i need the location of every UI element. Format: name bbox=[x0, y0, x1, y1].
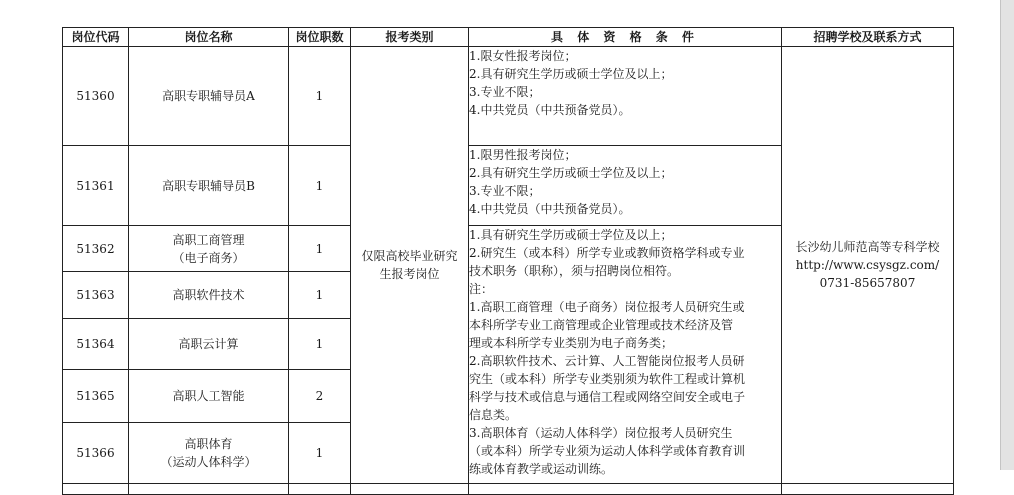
header-row bbox=[63, 28, 954, 47]
requirement-line: 技术职务（职称），须与招聘岗位相符。 bbox=[469, 264, 680, 278]
post-code: 51362 bbox=[63, 226, 129, 272]
viewer-scroll-strip[interactable] bbox=[1001, 0, 1014, 470]
post-code: 51361 bbox=[63, 146, 129, 226]
requirements-cell bbox=[469, 146, 782, 226]
requirement-line: 注： bbox=[469, 282, 494, 296]
post-code: 51364 bbox=[63, 319, 129, 370]
header-category: 报考类别 bbox=[351, 28, 469, 47]
job-posting-table bbox=[62, 27, 954, 495]
post-name bbox=[129, 146, 289, 226]
post-name-line: 高职专职辅导员B bbox=[162, 178, 255, 193]
requirement-line: 科学与技术或信息与通信工程或网络空间安全或电子 bbox=[469, 390, 746, 404]
post-name-line: 高职云计算 bbox=[178, 337, 239, 351]
post-name bbox=[129, 47, 289, 146]
requirement-line: 2.具有研究生学历或硕士学位及以上； bbox=[469, 166, 673, 180]
school-name: 长沙幼儿师范高等专科学校 bbox=[795, 240, 940, 254]
requirement-line: 3.专业不限； bbox=[469, 184, 541, 198]
post-name bbox=[129, 370, 289, 423]
post-name-line: （运动人体科学） bbox=[160, 455, 257, 469]
category-cell bbox=[351, 47, 469, 484]
table-row bbox=[63, 47, 954, 146]
category-line: 仅限高校毕业研究 bbox=[361, 249, 458, 263]
requirements-cell bbox=[469, 226, 782, 484]
header-post-count: 岗位职数 bbox=[289, 28, 351, 47]
header-post-code: 岗位代码 bbox=[63, 28, 129, 47]
post-name bbox=[129, 319, 289, 370]
requirement-line: 1.具有研究生学历或硕士学位及以上； bbox=[469, 228, 673, 242]
post-count: 1 bbox=[289, 47, 351, 146]
empty-cell bbox=[469, 484, 782, 495]
requirement-line: 理或本科所学专业类别为电子商务类； bbox=[469, 336, 674, 350]
post-name-line: 高职专职辅导员A bbox=[162, 89, 255, 103]
header-post-name: 岗位名称 bbox=[129, 28, 289, 47]
empty-cell bbox=[63, 484, 129, 495]
requirement-line: 本科所学专业工商管理或企业管理或技术经济及管 bbox=[469, 318, 734, 332]
requirement-line: 3.高职体育（运动人体科学）岗位报考人员研究生 bbox=[469, 426, 733, 440]
requirement-line: （或本科）所学专业须为运动人体科学或体育教育训 bbox=[469, 444, 746, 458]
post-name bbox=[129, 272, 289, 319]
empty-cell bbox=[129, 484, 289, 495]
post-count: 1 bbox=[289, 272, 351, 319]
requirement-line: 2.高职软件技术、云计算、人工智能岗位报考人员研 bbox=[469, 354, 745, 368]
post-name-line: 高职体育 bbox=[184, 437, 233, 451]
post-code: 51366 bbox=[63, 423, 129, 484]
post-name-line: 高职人工智能 bbox=[172, 389, 245, 403]
school-website-link[interactable]: http://www.csysgz.com/ bbox=[795, 258, 940, 272]
post-count: 1 bbox=[289, 423, 351, 484]
requirement-line: 1.高职工商管理（电子商务）岗位报考人员研究生或 bbox=[469, 300, 745, 314]
category-line: 生报考岗位 bbox=[379, 267, 440, 281]
empty-cell bbox=[289, 484, 351, 495]
empty-cell bbox=[782, 484, 954, 495]
requirement-line: 练或体育教学或运动训练。 bbox=[469, 462, 614, 476]
post-count: 2 bbox=[289, 370, 351, 423]
post-name-line: 高职工商管理 bbox=[172, 232, 245, 247]
header-requirements: 具 体 资 格 条 件 bbox=[469, 28, 782, 47]
requirements-cell bbox=[469, 47, 782, 146]
empty-cell bbox=[351, 484, 469, 495]
post-count: 1 bbox=[289, 226, 351, 272]
post-name-line: 高职软件技术 bbox=[172, 288, 245, 302]
post-name bbox=[129, 423, 289, 484]
post-name bbox=[129, 226, 289, 272]
requirement-line: 2.具有研究生学历或硕士学位及以上； bbox=[469, 67, 673, 81]
requirement-line: 1.限男性报考岗位； bbox=[469, 148, 577, 162]
table-row-partial bbox=[63, 484, 954, 495]
post-name-line: （电子商务） bbox=[172, 250, 245, 265]
post-count: 1 bbox=[289, 319, 351, 370]
requirement-line: 4.中共党员（中共预备党员）。 bbox=[469, 202, 631, 216]
post-code: 51363 bbox=[63, 272, 129, 319]
school-phone: 0731-85657807 bbox=[819, 276, 916, 290]
requirement-line: 信息类。 bbox=[469, 408, 518, 422]
requirement-line: 2.研究生（或本科）所学专业或教师资格学科或专业 bbox=[469, 246, 745, 260]
post-code: 51360 bbox=[63, 47, 129, 146]
requirement-line: 4.中共党员（中共预备党员）。 bbox=[469, 103, 631, 117]
school-contact-cell bbox=[782, 47, 954, 484]
post-code: 51365 bbox=[63, 370, 129, 423]
post-count: 1 bbox=[289, 146, 351, 226]
header-school-contact: 招聘学校及联系方式 bbox=[782, 28, 954, 47]
requirement-line: 1.限女性报考岗位； bbox=[469, 49, 577, 63]
requirement-line: 究生（或本科）所学专业类别须为软件工程或计算机 bbox=[469, 372, 746, 386]
requirement-line: 3.专业不限； bbox=[469, 85, 541, 99]
